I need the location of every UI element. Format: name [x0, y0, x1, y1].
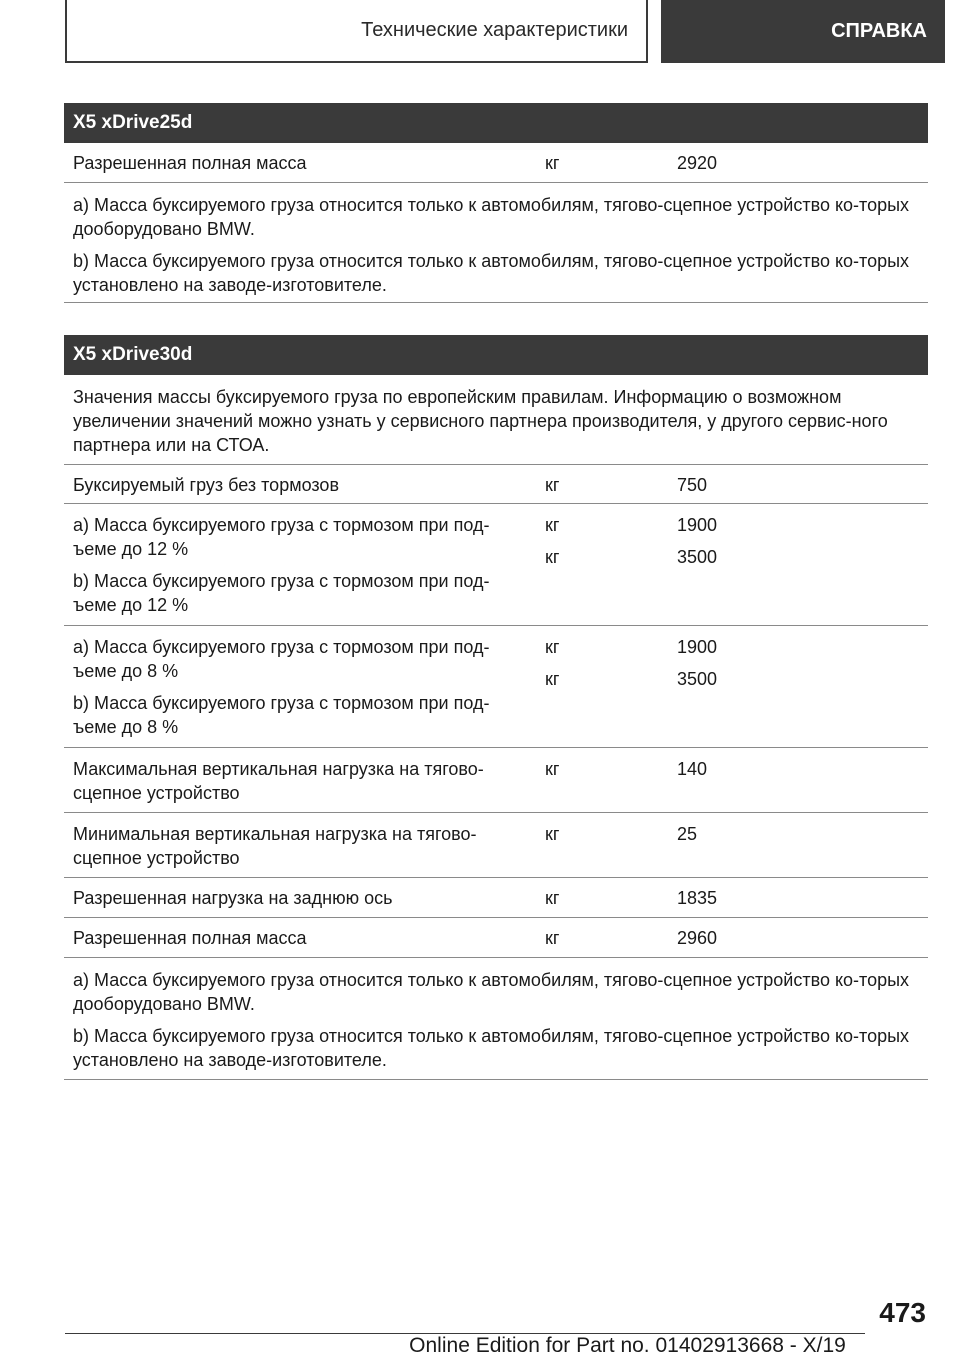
row-value: 2920 — [677, 153, 718, 173]
footnote-a: a) Масса буксируемого груза относится только к автомобилям, тягово-сцепное устройство ко-торых дооборудовано BMW. — [73, 195, 910, 239]
table-row — [64, 878, 928, 918]
intro-row — [64, 375, 928, 465]
row-unit: кг — [545, 475, 560, 495]
section-heading: X5 xDrive25d — [64, 103, 928, 143]
value-a: 1900 — [677, 637, 718, 657]
chapter-tab[interactable] — [661, 0, 945, 63]
row-value — [677, 635, 717, 691]
row-unit: кг — [545, 824, 560, 844]
row-value: 1835 — [677, 888, 718, 908]
label-b: b) Масса буксируемого груза с тормозом при под-ъеме до 8 % — [73, 693, 490, 737]
row-value — [677, 513, 717, 569]
row-label: Буксируемый груз без тормозов — [73, 475, 340, 495]
row-unit: кг — [545, 928, 560, 948]
value-a: 1900 — [677, 515, 718, 535]
table-row — [64, 504, 928, 626]
table-row — [64, 918, 928, 958]
footnote-a: a) Масса буксируемого груза относится только к автомобилям, тягово-сцепное устройство ко-торых дооборудовано BMW. — [73, 970, 910, 1014]
unit-a: кг — [545, 515, 560, 535]
row-label: Разрешенная полная масса — [73, 928, 307, 948]
footnotes — [73, 193, 923, 297]
table-row — [64, 143, 928, 183]
page-number: 473 — [879, 1297, 926, 1328]
section-title-tab — [65, 0, 648, 63]
table-row — [64, 813, 928, 878]
section-x5-xdrive30d — [64, 335, 928, 1080]
section-title: Технические характеристики — [361, 19, 628, 41]
row-unit: кг — [545, 759, 560, 779]
footnote-b: b) Масса буксируемого груза относится только к автомобилям, тягово-сцепное устройство ко-торых установлено на заводе-изготовителе. — [73, 1026, 910, 1070]
table-row — [64, 465, 928, 504]
value-b: 3500 — [677, 669, 718, 689]
unit-b: кг — [545, 669, 560, 689]
chapter-title: СПРАВКА — [831, 20, 927, 42]
label-b: b) Масса буксируемого груза с тормозом при под-ъеме до 12 % — [73, 571, 490, 615]
footnote-row — [64, 183, 928, 303]
row-unit: кг — [545, 153, 560, 173]
row-label — [73, 513, 523, 617]
row-label: Максимальная вертикальная нагрузка на тягово-сцепное устройство — [73, 759, 484, 803]
value-b: 3500 — [677, 547, 718, 567]
footnote-b: b) Масса буксируемого груза относится только к автомобилям, тягово-сцепное устройство ко-торых установлено на заводе-изготовителе. — [73, 251, 910, 295]
row-value: 140 — [677, 759, 708, 779]
row-value: 25 — [677, 824, 698, 844]
row-label — [73, 635, 523, 739]
label-a: a) Масса буксируемого груза с тормозом при под-ъеме до 12 % — [73, 515, 490, 559]
row-unit — [545, 635, 559, 691]
section-heading: X5 xDrive30d — [64, 335, 928, 375]
row-label: Разрешенная полная масса — [73, 153, 307, 173]
footnotes — [73, 968, 923, 1072]
row-value: 750 — [677, 475, 708, 495]
table-row — [64, 626, 928, 748]
table-row — [64, 748, 928, 813]
section-x5-xdrive25d — [64, 103, 928, 303]
row-label: Минимальная вертикальная нагрузка на тягово-сцепное устройство — [73, 824, 477, 868]
row-unit — [545, 513, 559, 569]
row-label: Разрешенная нагрузка на заднюю ось — [73, 888, 393, 908]
unit-a: кг — [545, 637, 560, 657]
footnote-row — [64, 958, 928, 1080]
label-a: a) Масса буксируемого груза с тормозом при под-ъеме до 8 % — [73, 637, 490, 681]
edition-footer: Online Edition for Part no. 01402913668 - X/19 — [409, 1334, 846, 1357]
row-value: 2960 — [677, 928, 718, 948]
row-unit: кг — [545, 888, 560, 908]
intro-text: Значения массы буксируемого груза по европейским правилам. Информацию о возможном увеличении значений можно узнать у сервисного партнера производителя, у другого сервис-ного партнера или на СТОА. — [73, 387, 888, 455]
unit-b: кг — [545, 547, 560, 567]
